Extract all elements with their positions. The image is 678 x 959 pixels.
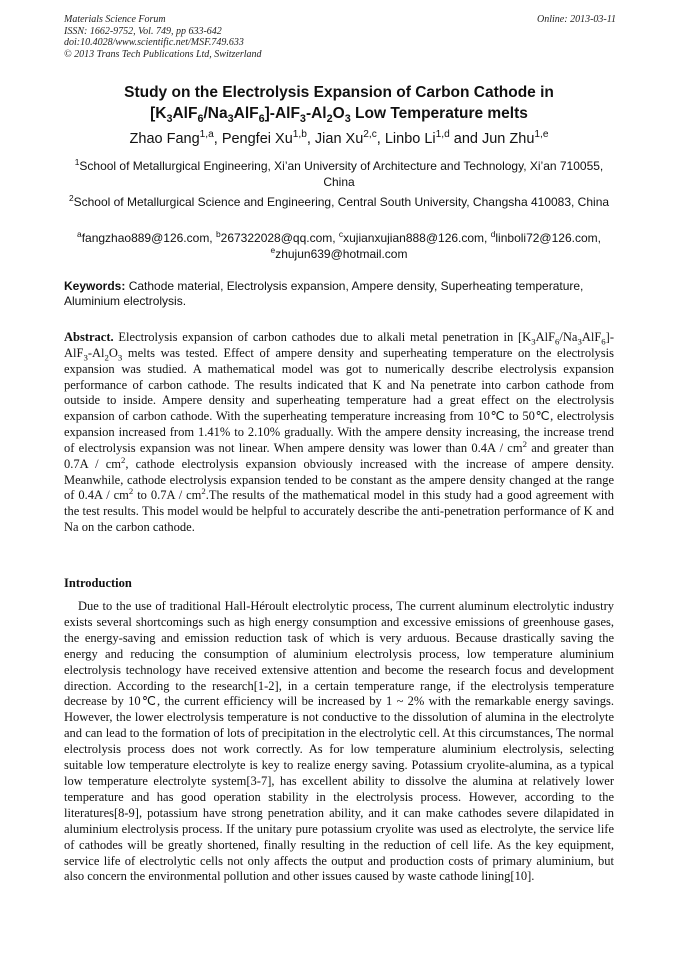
keywords [64, 279, 614, 309]
email-link[interactable]: xujianxujian888@126.com, [343, 231, 491, 245]
affiliation-1: $^1$School of Metallurgical Engineering, Xi’an University of Architecture and Technology, Xi’an 710055, China [74, 157, 604, 189]
author-name: Linbo Li [384, 131, 436, 147]
title-line-2: $[K_3AlF_6/Na_3AlF_6]-AlF_3-Al_2O_3$ Low Temperature melts [150, 105, 528, 126]
email-link[interactable]: linboli72@126.com, [495, 231, 601, 245]
author-list: Zhao Fang$^{1,a}$, Pengfei Xu$^{1,b}$, Jian Xu$^{2,c}$, Linbo Li$^{1,d}$ and Jun Zhu$^{1,e}$ [129, 129, 549, 147]
doi-line[interactable]: doi:10.4028/www.scientific.net/MSF.749.633 [64, 37, 244, 48]
author-name: Jun Zhu [481, 131, 535, 147]
introduction-paragraph: Due to the use of traditional Hall-Héroult electrolytic process, The current aluminum electrolytic industry exists several shortcomings such as high energy consumption and excessive emissions of greenhouse gases, the energy-saving and emission reduction task of which is very arduous. Because drastically saving the energy and reducing the consumption of aluminium electrolysis process, low temperature aluminium electrolysis technology have received extensive attention and become the research focus and development direction. According to the research[1-2], in a certain temperature range, if the electrolysis temperature decrease by 10℃, the current efficiency will be increased by 1 ~ 2% with the remarkable energy savings. However, the lower electrolysis temperature is not conductive to the dissolution of alumina in the electrolyte and can lead to the formation of lots of precipitation in the electrolytic cell. At this circumstances, The normal electrolysis process does not work correctly. As for low temperature aluminium electrolysis, selecting suitable low temperature electrolyte is key to realize energy saving. Potassium cryolite-alumina, as a typical low temperature electrolyte system[3-7], has excellent ability to dissolve the alumina at relatively lower temperature and has good operation stability in the electrolysis process. However, according to the literatures[8-9], potassium have strong penetration ability, and it can make cathodes severe dilapidated in aluminium electrolysis process. If the unitary pure potassium cryolite was used as electrolyte, the service life of cathodes will be greatly shortened, finally resulting in the reduction of cell life. As the key equipment, service life of electrolytic cells not only affects the output and production costs of primary aluminium, but also concern the environmental pollution and other issues caused by waste cathode lining[10]. [64, 599, 614, 884]
section-heading-introduction: Introduction [64, 576, 132, 590]
author-name: Pengfei Xu [221, 131, 293, 147]
author-name: Jian Xu [314, 131, 364, 147]
email-link[interactable]: zhujun639@hotmail.com [275, 247, 408, 261]
email-link[interactable]: fangzhao889@126.com, [81, 231, 216, 245]
author-sup: 1,a [199, 129, 214, 141]
journal-header [64, 14, 616, 60]
author-sup: 1,e [534, 129, 549, 141]
title-line-1: Study on the Electrolysis Expansion of Carbon Cathode in [124, 84, 554, 101]
journal-name: Materials Science Forum [64, 14, 166, 25]
paper-title [64, 82, 614, 124]
author-sup: 1,b [292, 129, 307, 141]
affiliation-2: $^2$School of Metallurgical Science and Engineering, Central South University, Changsha 410083, China [68, 193, 610, 209]
online-date: Online: 2013-03-11 [537, 14, 616, 25]
author-sup: 2,c [363, 129, 377, 141]
author-name: Zhao Fang [129, 131, 200, 147]
email-link[interactable]: 267322028@qq.com, [220, 231, 339, 245]
copyright-line: © 2013 Trans Tech Publications Ltd, Switzerland [64, 48, 262, 60]
author-emails: $^a$fangzhao889@126.com, $^b$267322028@qq.com, $^c$xujianxujian888@126.com, $^d$linboli72@126.com, $^e$zhujun639@hotmail.com [77, 229, 601, 261]
keywords-text: Cathode material, Electrolysis expansion, Ampere density, Superheating temperature, Aluminium electrolysis. [64, 279, 584, 308]
keywords-label: Keywords: [64, 279, 126, 293]
abstract-label: Abstract. [64, 330, 114, 344]
abstract: Abstract. Electrolysis expansion of carbon cathodes due to alkali metal penetration in $[K_3AlF_6/Na_3AlF_6]-AlF_3-Al_2O_3$ melts was tested. Effect of ampere density and superheating temperature on the electrolysis expansion was studied. A mathematical model was got to numerically describe electrolysis expansion performance of carbon cathode. The results indicated that K and Na penetrate into carbon cathode from outside to inside. Ampere density and superheating temperature had a great effect on the electrolysis expansion of carbon cathode. With the superheating temperature increasing from 10℃ to 50℃, electrolysis expansion increased from 1.41% to 2.10% gradually. With the ampere density increasing, the increase trend of electrolysis expansion was not linear. When ampere density was lower than $0.4A / cm^2$ and greater than $0.7A / cm^2$, cathode electrolysis expansion obviously increased with the increase of ampere density. Meanwhile, cathode electrolysis expansion tended to be constant as the ampere density changed at the range of $0.4A / cm^2$ to $0.7A / cm^2.The$ results of the mathematical model in this study had a good agreement with the test results. This model would be helpful to accurately describe the anti-penetration performance of K and Na on the carbon cathode. [64, 330, 615, 535]
issn-line: ISSN: 1662-9752, Vol. 749, pp 633-642 [64, 25, 222, 37]
author-sup: 1,d [435, 129, 450, 141]
